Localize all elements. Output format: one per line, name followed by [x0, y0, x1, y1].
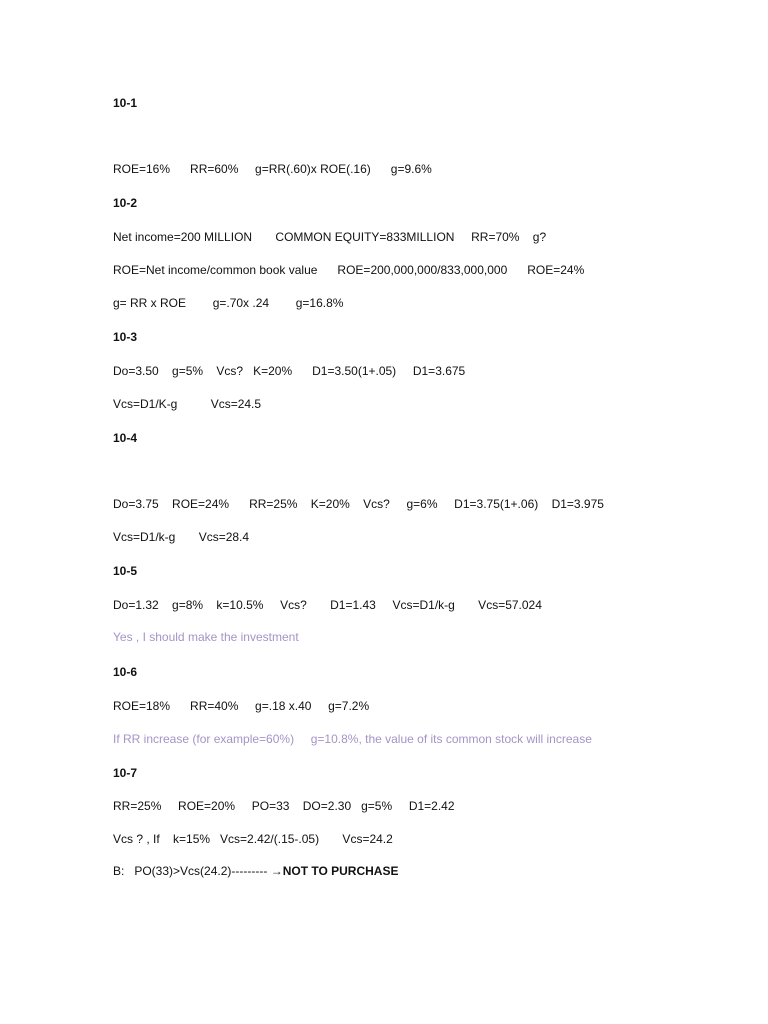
section-heading-10-6: 10-6 [113, 665, 138, 679]
text-line: ROE=18% RR=40% g=.18 x.40 g=7.2% [113, 699, 370, 713]
conclusion-prefix: B: PO(33)>Vcs(24.2)--------- [113, 864, 271, 878]
answer-note: If RR increase (for example=60%) g=10.8%, the value of its common stock will increase [113, 732, 592, 746]
text-line: Vcs=D1/K-g Vcs=24.5 [113, 397, 262, 411]
text-line: Vcs=D1/k-g Vcs=28.4 [113, 530, 250, 544]
conclusion-verdict: NOT TO PURCHASE [282, 864, 399, 878]
section-heading-10-1: 10-1 [113, 96, 138, 110]
text-line: Net income=200 MILLION COMMON EQUITY=833MILLION RR=70% g? [113, 230, 547, 244]
text-line: RR=25% ROE=20% PO=33 DO=2.30 g=5% D1=2.42 [113, 799, 455, 813]
section-heading-10-5: 10-5 [113, 564, 138, 578]
answer-note: Yes , I should make the investment [113, 630, 299, 644]
conclusion-line [113, 863, 398, 879]
section-heading-10-2: 10-2 [113, 196, 138, 210]
text-line: ROE=16% RR=60% g=RR(.60)x ROE(.16) g=9.6% [113, 162, 432, 176]
text-line: Vcs ? , If k=15% Vcs=2.42/(.15-.05) Vcs=24.2 [113, 832, 393, 846]
text-line: Do=3.75 ROE=24% RR=25% K=20% Vcs? g=6% D1=3.75(1+.06) D1=3.975 [113, 497, 604, 511]
text-line: Do=3.50 g=5% Vcs? K=20% D1=3.50(1+.05) D1=3.675 [113, 364, 466, 378]
section-heading-10-7: 10-7 [113, 766, 138, 780]
arrow-right-icon: → [270, 864, 283, 878]
text-line: g= RR x ROE g=.70x .24 g=16.8% [113, 296, 344, 310]
section-heading-10-4: 10-4 [113, 431, 138, 445]
text-line: ROE=Net income/common book value ROE=200,000,000/833,000,000 ROE=24% [113, 263, 585, 277]
section-heading-10-3: 10-3 [113, 330, 138, 344]
text-line: Do=1.32 g=8% k=10.5% Vcs? D1=1.43 Vcs=D1/k-g Vcs=57.024 [113, 598, 542, 612]
